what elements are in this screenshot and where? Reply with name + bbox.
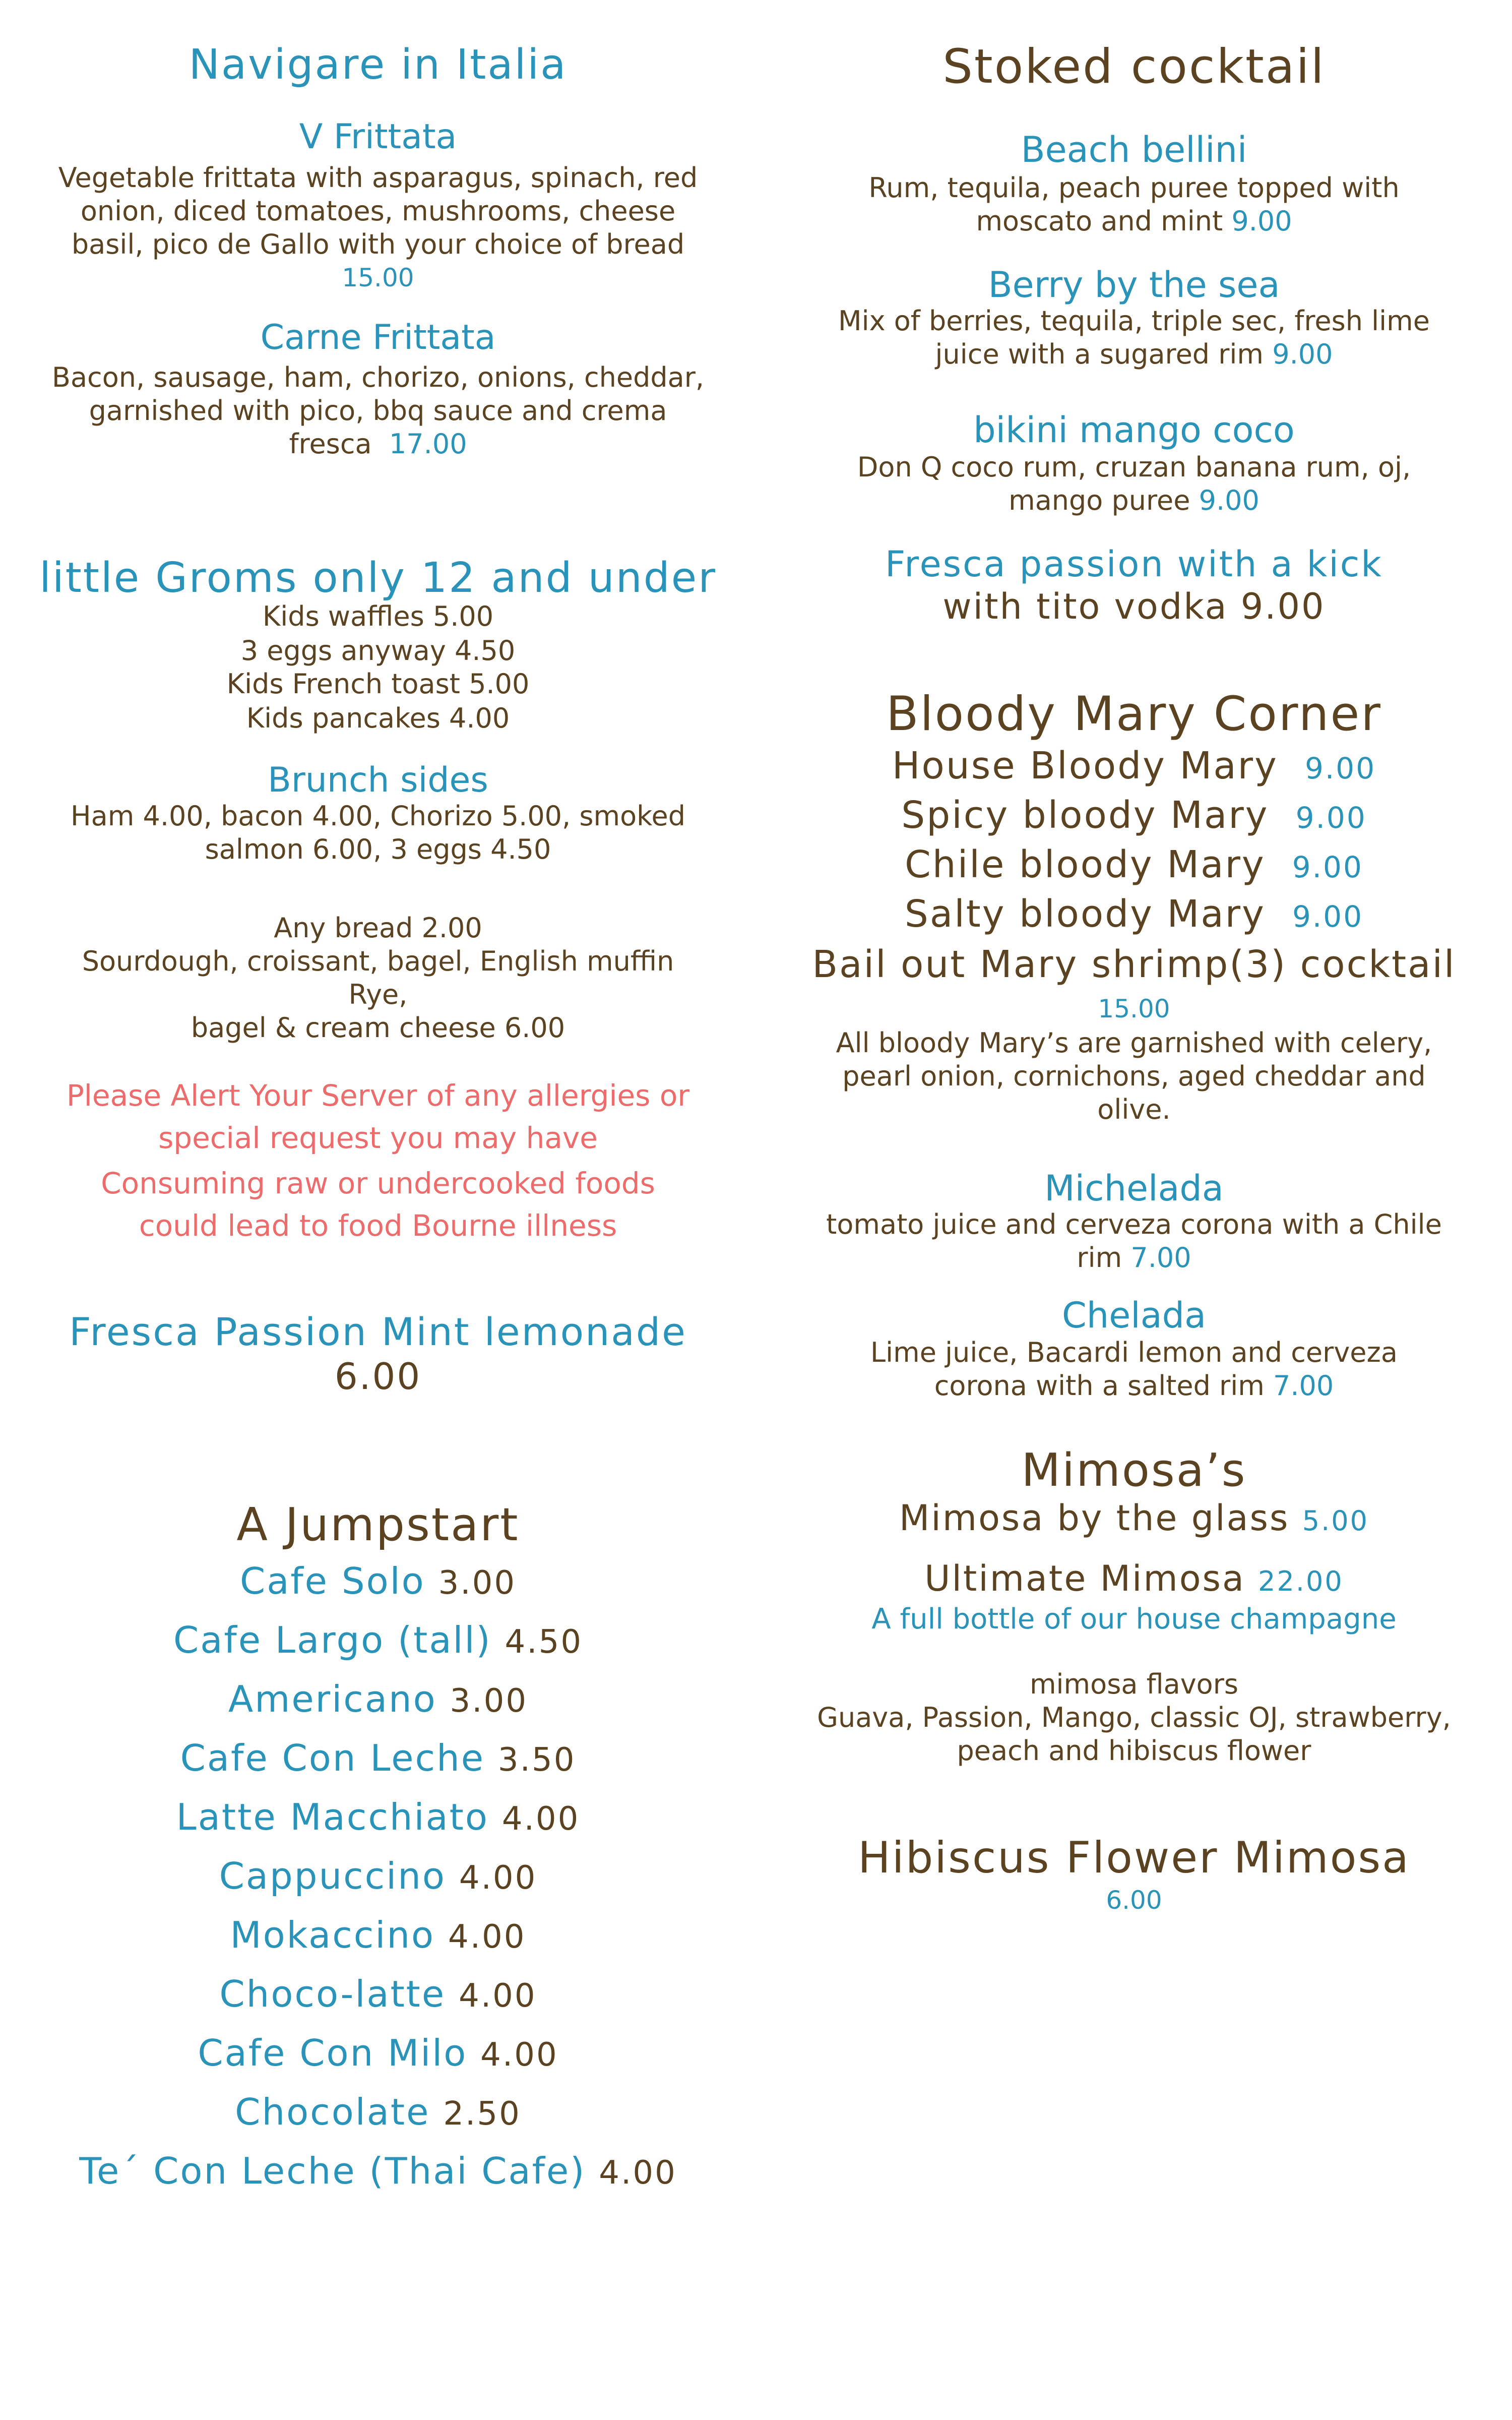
jumpstart-item-price: 3.00: [438, 1564, 517, 1602]
jumpstart-item-price: 4.50: [505, 1623, 583, 1661]
item-desc-carne-frittata-3: fresca: [289, 428, 372, 460]
section-title-little-groms: little Groms only 12 and under: [39, 554, 717, 602]
section-title-jumpstart: A Jumpstart: [236, 1498, 520, 1551]
bloody-item: [756, 843, 1512, 886]
bloody-item: [756, 794, 1512, 837]
mimosa-glass-row: [756, 1497, 1512, 1539]
cocktail-desc-1a: Rum, tequila, peach puree topped with: [868, 172, 1400, 204]
allergy-alert-4: could lead to food Bourne illness: [139, 1208, 617, 1243]
jumpstart-item: [0, 1737, 756, 1779]
jumpstart-item: [0, 1678, 756, 1720]
cocktail-price-2: 9.00: [1272, 338, 1333, 370]
jumpstart-item-name: Cafe Largo (tall): [173, 1619, 492, 1661]
jumpstart-item-price: 2.50: [443, 2095, 521, 2133]
cocktail-desc-3b-row: [756, 487, 1512, 514]
item-price-carne-frittata: 17.00: [389, 428, 467, 460]
section-title-brunch-sides: Brunch sides: [268, 760, 488, 800]
bread-line-2: Sourdough, croissant, bagel, English muffin: [82, 945, 674, 977]
hibiscus-name: Hibiscus Flower Mimosa: [858, 1833, 1410, 1883]
jumpstart-item-price: 4.00: [448, 1918, 526, 1956]
hibiscus-price: 6.00: [1106, 1886, 1162, 1915]
jumpstart-item-name: Cappuccino: [219, 1855, 446, 1897]
mimosa-flavors-2: peach and hibiscus flower: [957, 1735, 1311, 1767]
kids-item-2: 3 eggs anyway 4.50: [240, 635, 516, 667]
bloody-item-name: House Bloody Mary: [892, 744, 1278, 788]
bloody-item-name: Salty bloody Mary: [904, 892, 1266, 936]
mimosa-flavors-1: Guava, Passion, Mango, classic OJ, strawberry,: [817, 1702, 1451, 1733]
jumpstart-item-price: 4.00: [459, 1859, 537, 1897]
cocktail-desc-1b-row: [756, 205, 1512, 237]
item-name-v-frittata: V Frittata: [299, 117, 457, 157]
item-desc-carne-frittata-3-row: [0, 428, 756, 460]
item-desc-v-frittata-2: onion, diced tomatoes, mushrooms, cheese: [80, 195, 676, 227]
jumpstart-item-name: Cafe Solo: [239, 1560, 425, 1602]
bloody-note-2: pearl onion, cornichons, aged cheddar and: [842, 1060, 1426, 1092]
jumpstart-item-price: 3.00: [450, 1682, 528, 1720]
jumpstart-item-price: 4.00: [501, 1800, 580, 1838]
ultimate-mimosa-name: Ultimate Mimosa: [924, 1558, 1245, 1599]
ultimate-mimosa-price: 22.00: [1258, 1565, 1344, 1597]
jumpstart-item: [0, 2150, 756, 2192]
cocktail-name-3: bikini mango coco: [973, 409, 1295, 451]
jumpstart-item-price: 4.00: [599, 2154, 677, 2192]
lemonade-name: Fresca Passion Mint lemonade: [69, 1309, 687, 1354]
item-desc-carne-frittata-2: garnished with pico, bbq sauce and crema: [89, 395, 667, 427]
bloody-item-price: 9.00: [1292, 899, 1364, 934]
bloody-note-1: All bloody Mary’s are garnished with celery,: [836, 1027, 1432, 1059]
jumpstart-item-name: Choco-latte: [219, 1973, 446, 2015]
bloody-item-name: Chile bloody Mary: [905, 843, 1266, 886]
cocktail-desc-2b-row: [756, 338, 1512, 370]
jumpstart-item-name: Latte Macchiato: [176, 1796, 489, 1838]
michelada-desc-2-row: [756, 1244, 1512, 1272]
jumpstart-item-name: Cafe Con Milo: [198, 2032, 468, 2074]
michelada-desc-1: tomato juice and cerveza corona with a Chile: [826, 1208, 1442, 1240]
brunch-sides-line-2: salmon 6.00, 3 eggs 4.50: [205, 833, 551, 865]
chelada-name: Chelada: [1062, 1295, 1206, 1336]
bloody-item-price: 9.00: [1304, 751, 1376, 785]
cocktail-price-1: 9.00: [1231, 205, 1292, 237]
jumpstart-item: [0, 2032, 756, 2074]
jumpstart-item: [0, 1796, 756, 1838]
jumpstart-item-name: Chocolate: [235, 2091, 430, 2133]
cocktail-desc-2a: Mix of berries, tequila, triple sec, fresh lime: [838, 305, 1430, 337]
mimosa-glass-name: Mimosa by the glass: [899, 1497, 1290, 1539]
item-desc-carne-frittata-1: Bacon, sausage, ham, chorizo, onions, cheddar,: [51, 361, 705, 393]
fresca-kick-name: Fresca passion with a kick: [885, 543, 1383, 585]
jumpstart-item: [0, 1973, 756, 2015]
jumpstart-item: [0, 1560, 756, 1602]
cocktail-name-2: Berry by the sea: [988, 264, 1280, 306]
jumpstart-item: [0, 1914, 756, 1956]
jumpstart-item-price: 4.00: [480, 2036, 558, 2074]
item-desc-v-frittata-1: Vegetable frittata with asparagus, spinach, red: [58, 162, 698, 194]
bloody-item: [756, 892, 1512, 936]
jumpstart-item-name: Mokaccino: [230, 1914, 435, 1956]
bloody-item-name: Spicy bloody Mary: [901, 794, 1269, 837]
kids-item-4: Kids pancakes 4.00: [246, 702, 510, 734]
bread-line-3: Rye,: [348, 979, 408, 1010]
lemonade-price: 6.00: [334, 1355, 422, 1398]
bread-line-1: Any bread 2.00: [274, 912, 482, 944]
michelada-desc-2: rim: [1077, 1242, 1122, 1274]
kids-item-3: Kids French toast 5.00: [226, 668, 530, 700]
chelada-desc-2: corona with a salted rim: [934, 1370, 1265, 1402]
section-title-stoked: Stoked cocktail: [942, 39, 1326, 94]
jumpstart-item: [0, 2091, 756, 2133]
michelada-price: 7.00: [1130, 1242, 1191, 1274]
jumpstart-item-name: Cafe Con Leche: [180, 1737, 485, 1779]
bloody-item: [756, 744, 1512, 788]
right-column: [756, 0, 1512, 2420]
jumpstart-item: [0, 1619, 756, 1661]
chelada-desc-2-row: [756, 1372, 1512, 1400]
item-name-carne-frittata: Carne Frittata: [260, 318, 496, 357]
item-price-v-frittata: 15.00: [342, 263, 414, 292]
bloody-note-3: olive.: [1097, 1094, 1171, 1125]
section-title-navigare: Navigare in Italia: [188, 41, 568, 89]
mimosa-flavors-title: mimosa flavors: [1029, 1668, 1239, 1700]
allergy-alert-1: Please Alert Your Server of any allergies or: [66, 1078, 690, 1113]
bread-line-4: bagel & cream cheese 6.00: [191, 1012, 565, 1044]
bloody-item-price: 9.00: [1292, 850, 1363, 884]
ultimate-mimosa-row: [756, 1558, 1512, 1599]
brunch-sides-line-1: Ham 4.00, bacon 4.00, Chorizo 5.00, smoked: [71, 800, 685, 832]
cocktail-desc-3b: mango puree: [1009, 485, 1190, 516]
allergy-alert-2: special request you may have: [158, 1121, 598, 1155]
jumpstart-item-name: Americano: [228, 1678, 437, 1720]
chelada-price: 7.00: [1273, 1370, 1334, 1402]
cocktail-name-1: Beach bellini: [1021, 129, 1247, 170]
jumpstart-item-price: 4.00: [459, 1977, 537, 2015]
section-title-bloody: Bloody Mary Corner: [886, 687, 1382, 742]
ultimate-mimosa-desc: A full bottle of our house champagne: [871, 1603, 1397, 1636]
bailout-name: Bail out Mary shrimp(3) cocktail: [812, 943, 1456, 986]
jumpstart-item: [0, 1855, 756, 1897]
cocktail-price-3: 9.00: [1199, 485, 1259, 516]
bloody-item-price: 9.00: [1295, 801, 1367, 835]
jumpstart-item-price: 3.50: [497, 1741, 576, 1779]
chelada-desc-1: Lime juice, Bacardi lemon and cerveza: [870, 1337, 1398, 1368]
mimosa-glass-price: 5.00: [1302, 1505, 1369, 1537]
item-desc-v-frittata-3: basil, pico de Gallo with your choice of bread: [71, 228, 685, 260]
michelada-name: Michelada: [1044, 1168, 1224, 1209]
fresca-kick-line2: with tito vodka 9.00: [942, 586, 1326, 627]
kids-item-1: Kids waffles 5.00: [262, 600, 494, 632]
allergy-alert-3: Consuming raw or undercooked foods: [101, 1166, 655, 1200]
jumpstart-item-name: Te´ Con Leche (Thai Cafe): [79, 2150, 586, 2192]
cocktail-desc-3a: Don Q coco rum, cruzan banana rum, oj,: [857, 451, 1411, 483]
section-title-mimosas: Mimosa’s: [1021, 1444, 1247, 1497]
cocktail-desc-1b: moscato and mint: [976, 205, 1223, 237]
cocktail-desc-2b: juice with a sugared rim: [935, 338, 1264, 370]
bailout-price: 15.00: [1098, 994, 1170, 1023]
